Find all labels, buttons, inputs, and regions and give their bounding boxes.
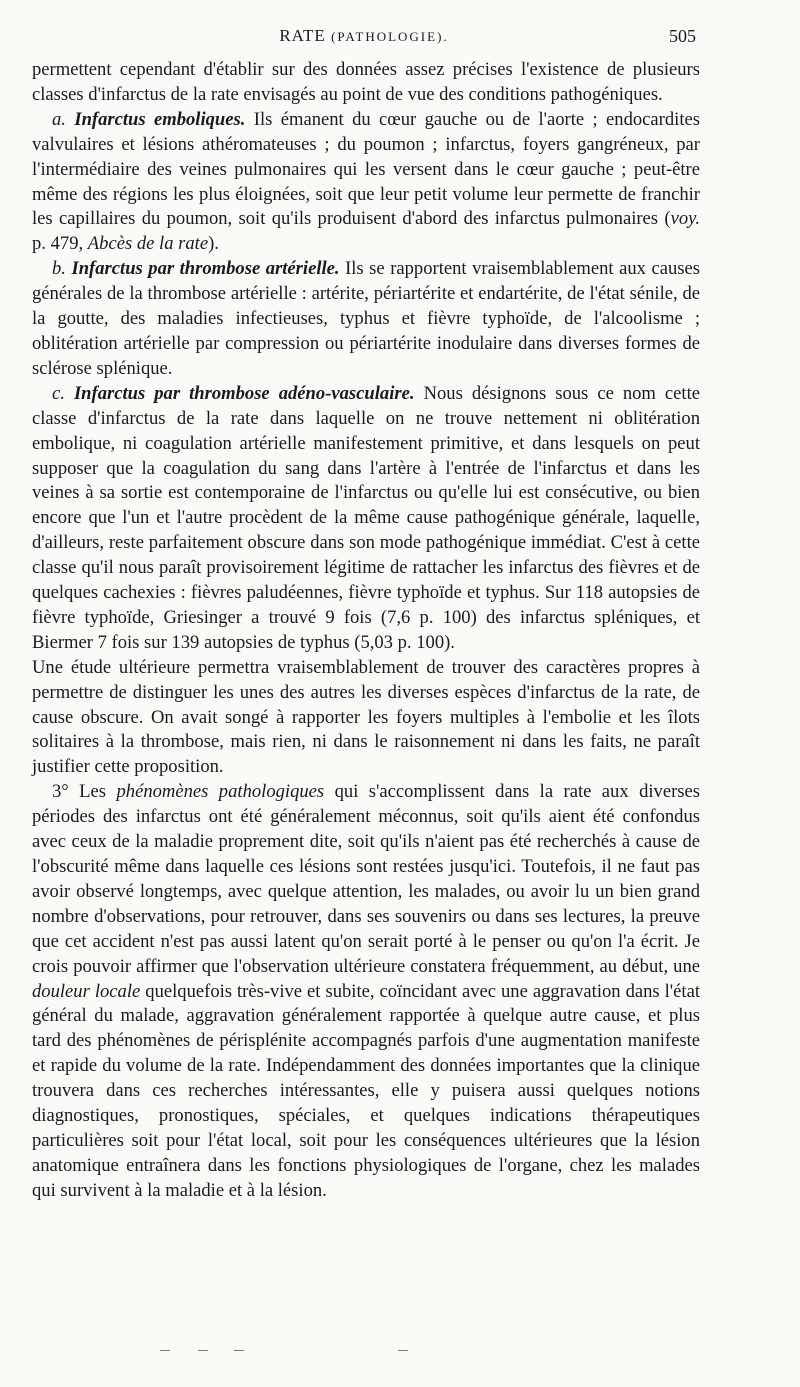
page-header xyxy=(32,26,696,52)
section-heading: Infarctus par thrombose artérielle. xyxy=(71,258,340,280)
paragraph-infarctus-emboliques xyxy=(32,108,700,257)
reference-end: ). xyxy=(208,233,219,255)
running-title xyxy=(32,26,696,46)
dash xyxy=(398,1350,408,1351)
reference-title: Abcès de la rate xyxy=(87,233,209,255)
paragraph-phenomenes-pathologiques xyxy=(32,780,700,1203)
paragraph-thrombose-arterielle xyxy=(32,257,700,382)
reference-voy: voy. xyxy=(670,208,700,230)
item-label: c. xyxy=(52,382,65,404)
paragraph-text-a: Les xyxy=(79,781,107,803)
paragraph-text: Ils émanent du cœur gauche ou de l'aorte ; endocardites valvulaires et lésions athéromateuses ; du poumon ; infarctus, foyers gangréneux, par l'intermédiaire des veines pulmonaires qui les versent dans le cœur gauche ; peut-être même des régions les plus éloignées, soit que leur petit volume leur permette de franchir les capillaires du poumon, soit qu'ils produisent d'abord des infarctus pulmonaires ( xyxy=(32,108,700,230)
item-label: b. xyxy=(52,258,66,280)
page-number: 505 xyxy=(669,26,696,46)
italic-phrase: douleur locale xyxy=(32,980,141,1002)
item-label: 3° xyxy=(52,781,69,803)
item-label: a. xyxy=(52,108,66,130)
paragraph-text: Une étude ultérieure permettra vraisemblablement de trouver des caractères propres à permettre de distinguer les unes des autres les diverses espèces d'infarctus de la rate, de cause obscure. On avait songé à rapporter les foyers multiples à l'embolie et les îlots solitaires à la thrombose, mais rien, ni dans le raisonnement ni dans les faits, ne paraît justifier cette proposition. xyxy=(32,656,700,778)
paragraph-text-b: qui s'accomplissent dans la rate aux diverses périodes des infarctus ont été généralement méconnus, soit qu'ils aient été confondus avec ceux de la maladie proprement dite, soit qu'ils n'aient pas été recherchés à cause de l'obscurité même dans laquelle ces lésions sont restées jusqu'ici. Toutefois, il ne faut pas avoir observé longtemps, avec quelque attention, les malades, ou avoir lu un bien grand nombre d'observations, pour retrouver, dans ses souvenirs ou dans ses lectures, la preuve que cet accident n'est pas aussi latent qu'on serait porté à le penser ou qu'on l'a écrit. Je crois pouvoir affirmer que l'observation ultérieure constatera fréquemment, au début, une xyxy=(32,781,700,977)
section-heading: Infarctus emboliques. xyxy=(74,108,246,130)
paragraph-text: Ils se rapportent vraisemblablement aux causes générales de la thrombose artérielle : artérite, périartérite et endartérite, de l'état sénile, de la goutte, des maladies infectieuses, typhus et fièvre typhoïde, de l'alcoolisme ; oblitération artérielle par compression ou périartérite inodulaire dans diverses formes de sclérose splénique. xyxy=(32,258,700,379)
italic-phrase: phénomènes pathologiques xyxy=(116,781,325,803)
running-title-main: RATE xyxy=(279,26,326,45)
dash xyxy=(160,1350,170,1351)
paragraph-intro xyxy=(32,58,700,108)
paragraph-text: Nous désignons sous ce nom cette classe d'infarctus de la rate dans laquelle on ne trouve nettement ni oblitération embolique, ni coagulation artérielle manifestement primitive, et dans lesquels on peut supposer que la coagulation du sang dans l'artère à l'entrée de l'infarctus et dans les veines à sa sortie est contemporaine de l'infarctus ou qu'elle lui est consécutive, ou bien encore que l'un et l'autre procèdent de la même cause pathogénique générale, laquelle, d'ailleurs, reste parfaitement obscure dans son mode pathogénique immédiat. C'est à cette classe qu'il nous paraît provisoirement légitime de rattacher les infarctus des fièvres et de quelques cachexies : fièvres paludéennes, fièvre typhoïde et typhus. Sur 118 autopsies de fièvre typhoïde, Griesinger a trouvé 9 fois (7,6 p. 100) des infarctus spléniques, et Biermer 7 fois sur 139 autopsies de typhus (5,03 p. 100). xyxy=(32,382,701,653)
dash xyxy=(198,1350,208,1351)
section-heading: Infarctus par thrombose adéno-vasculaire. xyxy=(73,382,415,404)
paragraph-etude-ulterieure xyxy=(32,656,700,781)
body-text xyxy=(32,58,700,1204)
dash xyxy=(234,1350,244,1351)
reference-page: p. 479, xyxy=(32,233,84,255)
running-title-sub: (PATHOLOGIE). xyxy=(331,29,449,44)
paragraph-text: permettent cependant d'établir sur des données assez précises l'existence de plusieurs classes d'infarctus de la rate envisagés au point de vue des conditions pathogéniques. xyxy=(32,59,700,105)
footer-dashes xyxy=(160,1350,420,1354)
paragraph-text-c: quelquefois très-vive et subite, coïncidant avec une aggravation dans l'état général du malade, aggravation généralement rapportée à quelque autre cause, et plus tard des phénomènes de périsplénite accompagnés parfois d'une augmentation manifeste et rapide du volume de la rate. Indépendamment des données importantes que la clinique trouvera dans ces recherches intéressantes, elle y puisera aussi quelques notions diagnostiques, pronostiques, spéciales, et quelques indications thérapeutiques particulières soit pour l'état local, soit pour les conséquences ultérieures que la lésion anatomique entraînera dans les fonctions physiologiques de l'organe, chez les malades qui survivent à la maladie et à la lésion. xyxy=(32,980,700,1201)
paragraph-thrombose-adeno-vasculaire xyxy=(32,382,700,656)
